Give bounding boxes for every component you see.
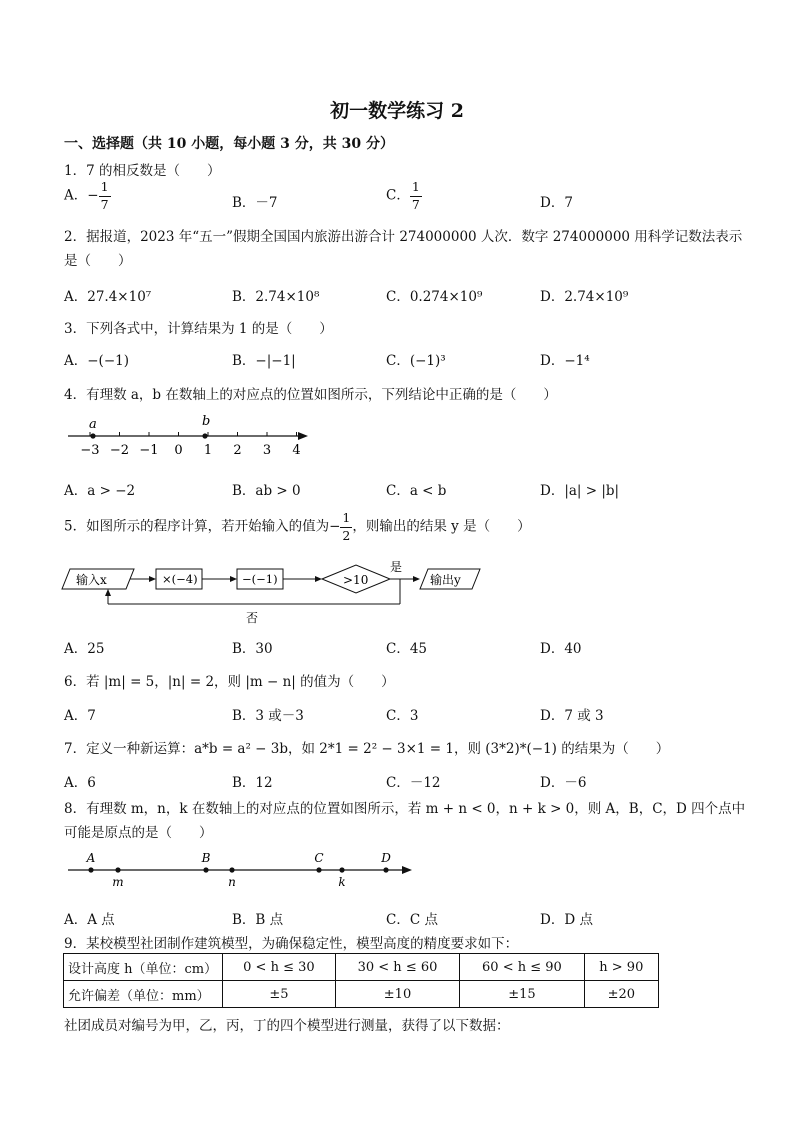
q5-decision-text: >10	[343, 573, 369, 587]
q8-option-c[interactable]: C．C 点	[386, 912, 438, 928]
q7-option-c[interactable]: C．－12	[386, 775, 441, 791]
q8-option-a[interactable]: A．A 点	[64, 912, 115, 928]
q4-point-b	[202, 433, 207, 438]
q8-label-d: D	[381, 851, 391, 865]
q8-point-b	[203, 867, 208, 872]
q6-stem: 6．若 |m| = 5，|n| = 2，则 |m − n| 的值为（ ）	[64, 674, 395, 690]
page-title: 初一数学练习 2	[330, 100, 464, 122]
q6-option-a[interactable]: A．7	[64, 708, 96, 724]
q8-point-c	[316, 867, 321, 872]
q5-flowchart	[60, 558, 490, 628]
q6-option-c[interactable]: C．3	[386, 708, 419, 724]
q5-option-b[interactable]: B．30	[232, 641, 273, 657]
q4-option-c[interactable]: C．a < b	[386, 483, 447, 499]
q8-label-k: k	[338, 875, 346, 889]
table-cell: ±5	[223, 981, 336, 1008]
table-cell: 0 < h ≤ 30	[223, 954, 336, 981]
q4-stem: 4．有理数 a，b 在数轴上的对应点的位置如图所示，下列结论中正确的是（ ）	[64, 387, 557, 403]
q8-point-n	[229, 867, 234, 872]
q5-stem-post: ，则输出的结果 y 是（ ）	[352, 518, 531, 535]
q8-label-a: A	[86, 851, 96, 865]
q5-option-d[interactable]: D．40	[540, 641, 582, 657]
q4-tick-label: −1	[139, 443, 159, 458]
q3-option-c[interactable]: C．(−1)³	[386, 353, 446, 369]
q1-a-denominator: 7	[100, 196, 109, 212]
q4-tick-label: 2	[233, 443, 242, 458]
q5-box-subtract-text: −(−1)	[242, 572, 278, 586]
q5-option-a[interactable]: A．25	[64, 641, 105, 657]
q1-option-c[interactable]	[386, 181, 422, 211]
q9-tolerance-table	[63, 953, 659, 1008]
q4-tick-label: −3	[80, 443, 100, 458]
q6-option-b[interactable]: B．3 或－3	[232, 708, 304, 724]
q5-input-text: 输入x	[76, 573, 107, 587]
q4-point-a	[90, 433, 95, 438]
q1-a-numerator: 1	[99, 181, 111, 197]
q7-option-b[interactable]: B．12	[232, 775, 273, 791]
q5-stem-fraction	[340, 512, 352, 542]
table-cell: ±20	[584, 981, 658, 1008]
table-cell: 30 < h ≤ 60	[335, 954, 459, 981]
q4-tick-label: 4	[292, 443, 301, 458]
q1-a-fraction	[99, 181, 111, 211]
q7-option-d[interactable]: D．－6	[540, 775, 587, 791]
q4-number-line	[60, 408, 320, 460]
q5-box-multiply-text: ×(−4)	[162, 572, 198, 586]
q8-stem-line2: 可能是原点的是（ ）	[64, 825, 213, 841]
table-cell: ±15	[460, 981, 584, 1008]
q5-stem	[64, 512, 531, 542]
q6-option-d[interactable]: D．7 或 3	[540, 708, 604, 724]
q5-output-text: 输出y	[430, 573, 461, 587]
q5-yes-label: 是	[390, 560, 403, 574]
q5-stem-numerator: 1	[340, 512, 352, 528]
q3-option-d[interactable]: D．−1⁴	[540, 353, 590, 369]
q4-tick-label: −2	[109, 443, 130, 458]
q1-a-label: A．	[64, 187, 88, 204]
q8-stem-line1: 8．有理数 m，n，k 在数轴上的对应点的位置如图所示，若 m + n < 0，n + k > 0，则 A，B，C，D 四个点中	[64, 801, 746, 817]
q2-option-d[interactable]: D．2.74×10⁹	[540, 289, 629, 305]
q4-option-a[interactable]: A．a > −2	[64, 483, 136, 499]
q2-stem-line2: 是（ ）	[64, 253, 132, 269]
q1-option-a[interactable]	[64, 181, 111, 211]
q8-option-d[interactable]: D．D 点	[540, 912, 593, 928]
q5-option-c[interactable]: C．45	[386, 641, 428, 657]
q8-label-n: n	[228, 875, 236, 889]
q2-stem-line1: 2．据报道，2023 年“五一”假期全国国内旅游出游合计 274000000 人次．数字 274000000 用科学记数法表示	[64, 229, 743, 245]
q8-label-b: B	[201, 851, 211, 865]
q8-point-m	[115, 867, 120, 872]
q3-option-a[interactable]: A．−(−1)	[64, 353, 129, 369]
q8-label-m: m	[112, 875, 124, 889]
q9-stem: 9．某校模型社团制作建筑模型，为确保稳定性，模型高度的精度要求如下：	[64, 936, 519, 952]
q9-after-text: 社团成员对编号为甲，乙，丙，丁的四个模型进行测量，获得了以下数据：	[64, 1018, 510, 1034]
q4-option-d[interactable]: D．|a| > |b|	[540, 483, 620, 499]
q8-point-a	[88, 867, 93, 872]
q8-point-k	[339, 867, 344, 872]
table-row	[64, 981, 659, 1008]
q1-option-b[interactable]: B．－7	[232, 195, 278, 211]
table-cell: 60 < h ≤ 90	[460, 954, 584, 981]
q1-c-denominator: 7	[411, 196, 420, 212]
table-cell: h > 90	[584, 954, 658, 981]
table-cell: 设计高度 h（单位：cm）	[64, 954, 223, 981]
table-cell: 允许偏差（单位：mm）	[64, 981, 223, 1008]
q7-option-a[interactable]: A．6	[64, 775, 96, 791]
q4-label-a: a	[89, 417, 97, 432]
table-cell: ±10	[335, 981, 459, 1008]
q1-option-d[interactable]: D．7	[540, 195, 573, 211]
q3-option-b[interactable]: B．−|−1|	[232, 353, 296, 369]
q8-label-c: C	[314, 851, 324, 865]
q1-c-label: C．	[386, 187, 410, 204]
q1-c-numerator: 1	[410, 181, 422, 197]
q4-option-b[interactable]: B．ab > 0	[232, 483, 301, 499]
table-row	[64, 954, 659, 981]
q1-stem: 1．7 的相反数是（ ）	[64, 163, 221, 179]
q5-stem-pre: 5．如图所示的程序计算，若开始输入的值为−	[64, 518, 341, 535]
q4-label-b: b	[202, 414, 211, 429]
q3-stem: 3．下列各式中，计算结果为 1 的是（ ）	[64, 321, 333, 337]
q1-a-sign: −	[87, 187, 99, 204]
q4-tick-label: 3	[262, 443, 272, 458]
q5-no-label: 否	[246, 611, 259, 625]
q4-tick-label: 0	[174, 443, 183, 458]
q5-stem-denominator: 2	[342, 527, 351, 543]
q2-option-c[interactable]: C．0.274×10⁹	[386, 289, 483, 305]
q4-tick-label: 1	[203, 443, 213, 458]
q8-number-line	[62, 850, 422, 894]
q1-c-fraction	[410, 181, 422, 211]
q8-option-b[interactable]: B．B 点	[232, 912, 284, 928]
q2-option-a[interactable]: A．27.4×10⁷	[64, 289, 152, 305]
q2-option-b[interactable]: B．2.74×10⁸	[232, 289, 320, 305]
section-heading: 一、选择题（共 10 小题，每小题 3 分，共 30 分）	[64, 136, 394, 152]
q7-stem: 7．定义一种新运算：a*b = a² − 3b，如 2*1 = 2² − 3×1 = 1，则 (3*2)*(−1) 的结果为（ ）	[64, 741, 670, 757]
q8-point-d	[383, 867, 388, 872]
